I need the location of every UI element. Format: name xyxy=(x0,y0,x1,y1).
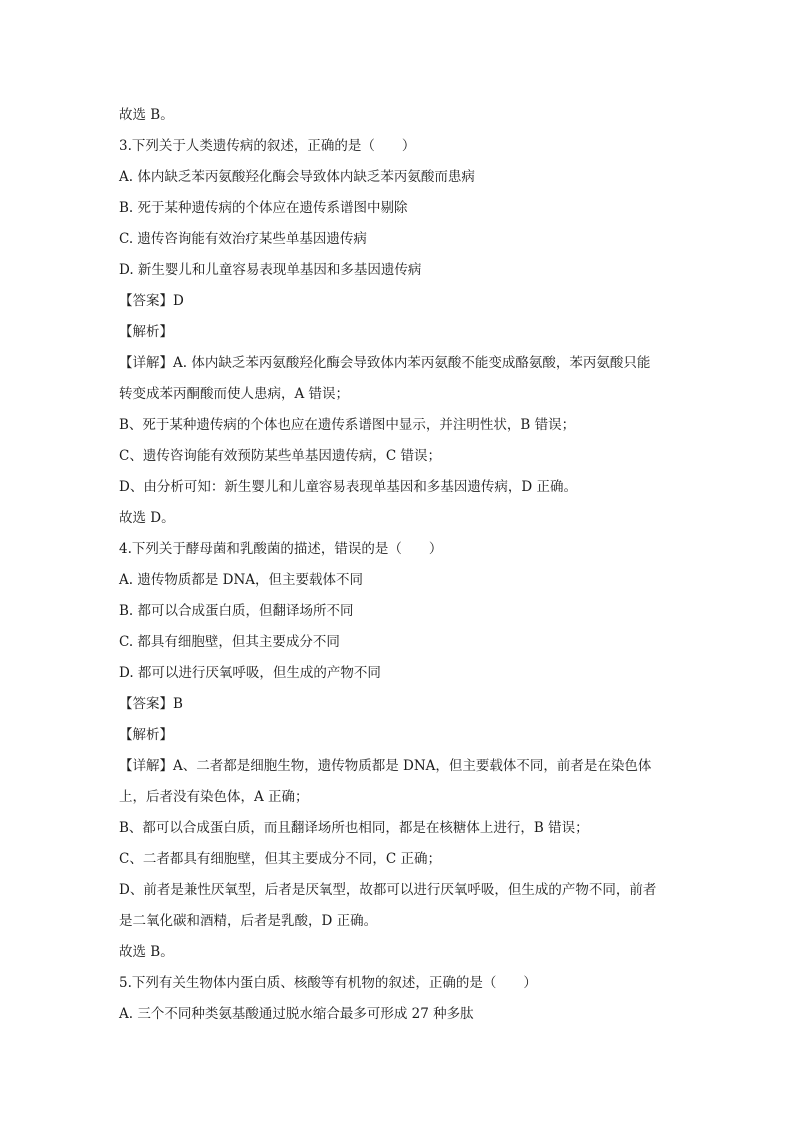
detail-paragraph: B、死于某种遗传病的个体也应在遗传系谱图中显示，并注明性状，B 错误； xyxy=(119,417,576,433)
question-4-option-d: D. 都可以进行厌氧呼吸，但生成的产物不同 xyxy=(119,665,381,681)
question-3-option-a: A. 体内缺乏苯丙氨酸羟化酶会导致体内缺乏苯丙氨酸而患病 xyxy=(119,169,475,185)
text-line: 故选 B。 xyxy=(119,944,174,960)
question-4-option-c: C. 都具有细胞壁，但其主要成分不同 xyxy=(119,634,340,650)
question-5-option-a: A. 三个不同种类氨基酸通过脱水缩合最多可形成 27 种多肽 xyxy=(119,1006,474,1022)
question-5-stem: 5.下列有关生物体内蛋白质、核酸等有机物的叙述，正确的是（ ） xyxy=(119,975,537,991)
detail-paragraph: 【详解】A. 体内缺乏苯丙氨酸羟化酶会导致体内苯丙氨酸不能变成酪氨酸，苯丙氨酸只能 xyxy=(119,355,651,371)
question-4-stem: 4.下列关于酵母菌和乳酸菌的描述，错误的是（ ） xyxy=(119,541,443,557)
detail-paragraph: B、都可以合成蛋白质，而且翻译场所也相同，都是在核糖体上进行，B 错误； xyxy=(119,820,589,836)
text-line: 故选 D。 xyxy=(119,510,175,526)
detail-paragraph: C、二者都具有细胞壁，但其主要成分不同，C 正确； xyxy=(119,851,441,867)
detail-paragraph: C、遗传咨询能有效预防某些单基因遗传病，C 错误； xyxy=(119,448,441,464)
question-3-stem: 3.下列关于人类遗传病的叙述，正确的是（ ） xyxy=(119,138,416,154)
question-3-option-b: B. 死于某种遗传病的个体应在遗传系谱图中剔除 xyxy=(119,200,408,216)
detail-paragraph: 转变成苯丙酮酸而使人患病，A 错误； xyxy=(119,386,350,402)
analysis-label: 【解析】 xyxy=(119,324,173,340)
question-3-option-d: D. 新生婴儿和儿童容易表现单基因和多基因遗传病 xyxy=(119,262,422,278)
text-line: 故选 B。 xyxy=(119,107,174,123)
detail-paragraph: 是二氧化碳和酒精，后者是乳酸，D 正确。 xyxy=(119,913,378,929)
detail-paragraph: D、前者是兼性厌氧型，后者是厌氧型，故都可以进行厌氧呼吸，但生成的产物不同，前者 xyxy=(119,882,657,898)
analysis-label: 【解析】 xyxy=(119,727,173,743)
detail-paragraph: 上，后者没有染色体，A 正确； xyxy=(119,789,309,805)
question-4-option-b: B. 都可以合成蛋白质，但翻译场所不同 xyxy=(119,603,354,619)
question-3-option-c: C. 遗传咨询能有效治疗某些单基因遗传病 xyxy=(119,231,367,247)
detail-paragraph: 【详解】A、二者都是细胞生物，遗传物质都是 DNA，但主要载体不同，前者是在染色体 xyxy=(119,758,652,774)
question-4-option-a: A. 遗传物质都是 DNA，但主要载体不同 xyxy=(119,572,364,588)
answer-label: 【答案】B xyxy=(119,696,183,712)
answer-label: 【答案】D xyxy=(119,293,184,309)
detail-paragraph: D、由分析可知：新生婴儿和儿童容易表现单基因和多基因遗传病，D 正确。 xyxy=(119,479,577,495)
